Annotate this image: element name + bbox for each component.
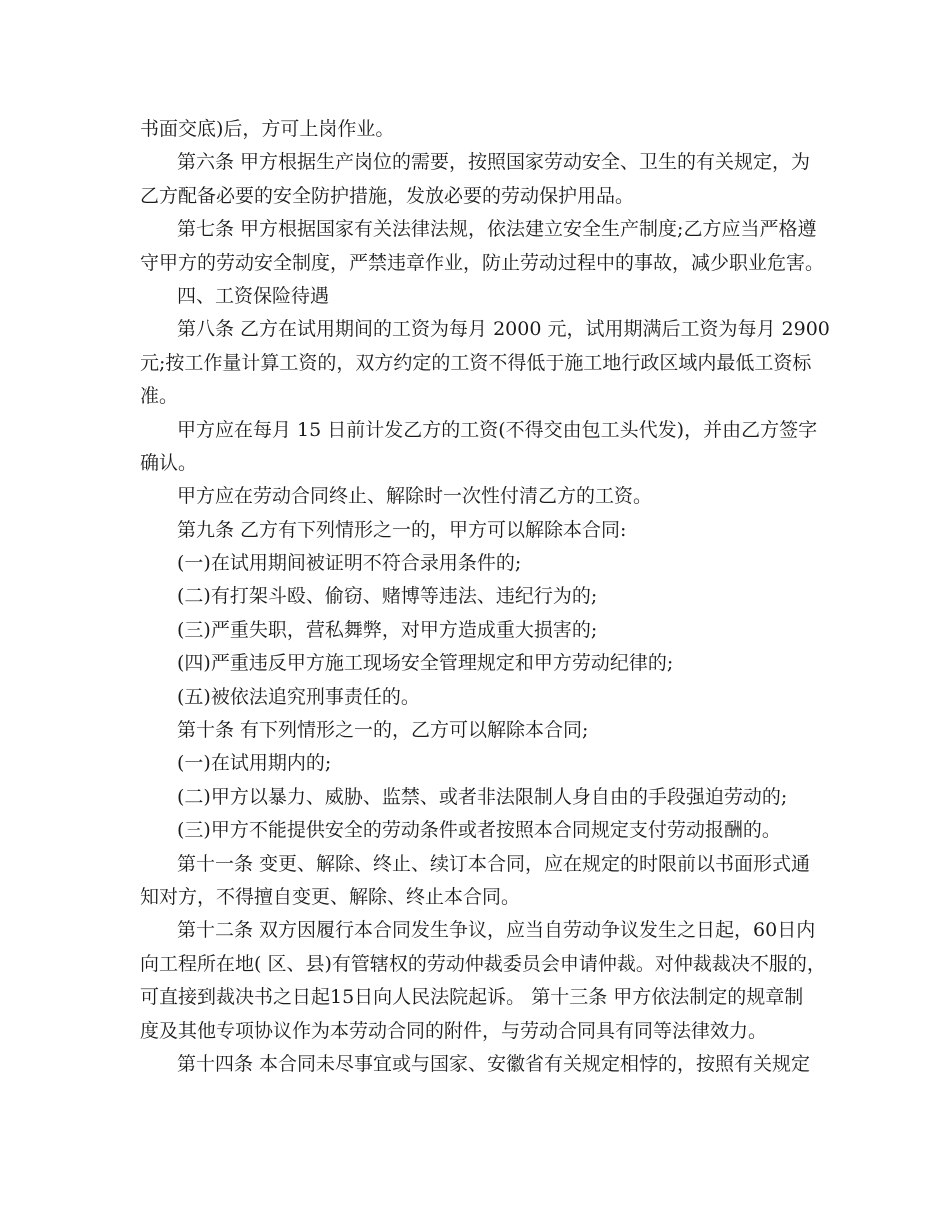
text-line: (四)严重违反甲方施工现场安全管理规定和甲方劳动纪律的; (177, 652, 674, 675)
text-line: 第十四条 本合同未尽事宜或与国家、安徽省有关规定相悖的，按照有关规定 (177, 1052, 811, 1075)
text-line: 可直接到裁决书之日起15日向人民法院起诉。 第十三条 甲方依法制定的规章制 (140, 986, 804, 1009)
text-line: 知对方，不得擅自变更、解除、终止本合同。 (140, 885, 521, 908)
text-line: (一)在试用期内的; (177, 752, 332, 775)
text-line: (二)甲方以暴力、威胁、监禁、或者非法限制人身自由的手段强迫劳动的; (177, 785, 788, 808)
text-line: 书面交底)后，方可上岗作业。 (140, 118, 395, 140)
text-line: 确认。 (140, 451, 198, 474)
text-line: 向工程所在地( 区、县)有管辖权的劳动仲裁委员会申请仲裁。对仲裁裁决不服的， (140, 952, 826, 975)
text-line: (一)在试用期间被证明不符合录用条件的; (177, 552, 522, 575)
text-line: 四、工资保险待遇 (177, 284, 330, 307)
text-line: (二)有打架斗殴、偷窃、赌博等违法、违纪行为的; (177, 585, 598, 608)
text-line: 乙方配备必要的安全防护措施，发放必要的劳动保护用品。 (140, 184, 635, 207)
text-line: 甲方应在劳动合同终止、解除时一次性付清乙方的工资。 (177, 485, 653, 508)
text-line: (三)严重失职，营私舞弊，对甲方造成重大损害的; (177, 618, 598, 641)
text-line: 甲方应在每月 15 日前计发乙方的工资(不得交由包工头代发)，并由乙方签字 (177, 418, 818, 441)
text-line: 第九条 乙方有下列情形之一的，甲方可以解除本合同: (177, 518, 627, 541)
text-line: 守甲方的劳动安全制度，严禁违章作业，防止劳动过程中的事故，减少职业危害。 (140, 251, 825, 274)
contract-text-body (140, 113, 830, 1081)
text-line: 第十二条 双方因履行本合同发生争议，应当自劳动争议发生之日起，60日内 (177, 919, 816, 942)
text-line: 第十一条 变更、解除、终止、续订本合同，应在规定的时限前以书面形式通 (177, 852, 811, 875)
text-line: (五)被依法追究刑事责任的。 (177, 685, 420, 708)
text-line: 准。 (140, 385, 179, 408)
text-line: 第七条 甲方根据国家有关法律法规，依法建立安全生产制度;乙方应当严格遵 (177, 218, 817, 241)
text-line: 第六条 甲方根据生产岗位的需要，按照国家劳动安全、卫生的有关规定，为 (177, 151, 811, 174)
text-line: 度及其他专项协议作为本劳动合同的附件，与劳动合同具有同等法律效力。 (140, 1019, 768, 1042)
text-line: 元;按工作量计算工资的，双方约定的工资不得低于施工地行政区域内最低工资标 (140, 351, 812, 374)
text-line: 第十条 有下列情形之一的，乙方可以解除本合同; (177, 719, 589, 742)
text-line: 第八条 乙方在试用期间的工资为每月 2000 元，试用期满后工资为每月 2900 (177, 318, 830, 341)
text-line: (三)甲方不能提供安全的劳动条件或者按照本合同规定支付劳动报酬的。 (177, 819, 781, 842)
